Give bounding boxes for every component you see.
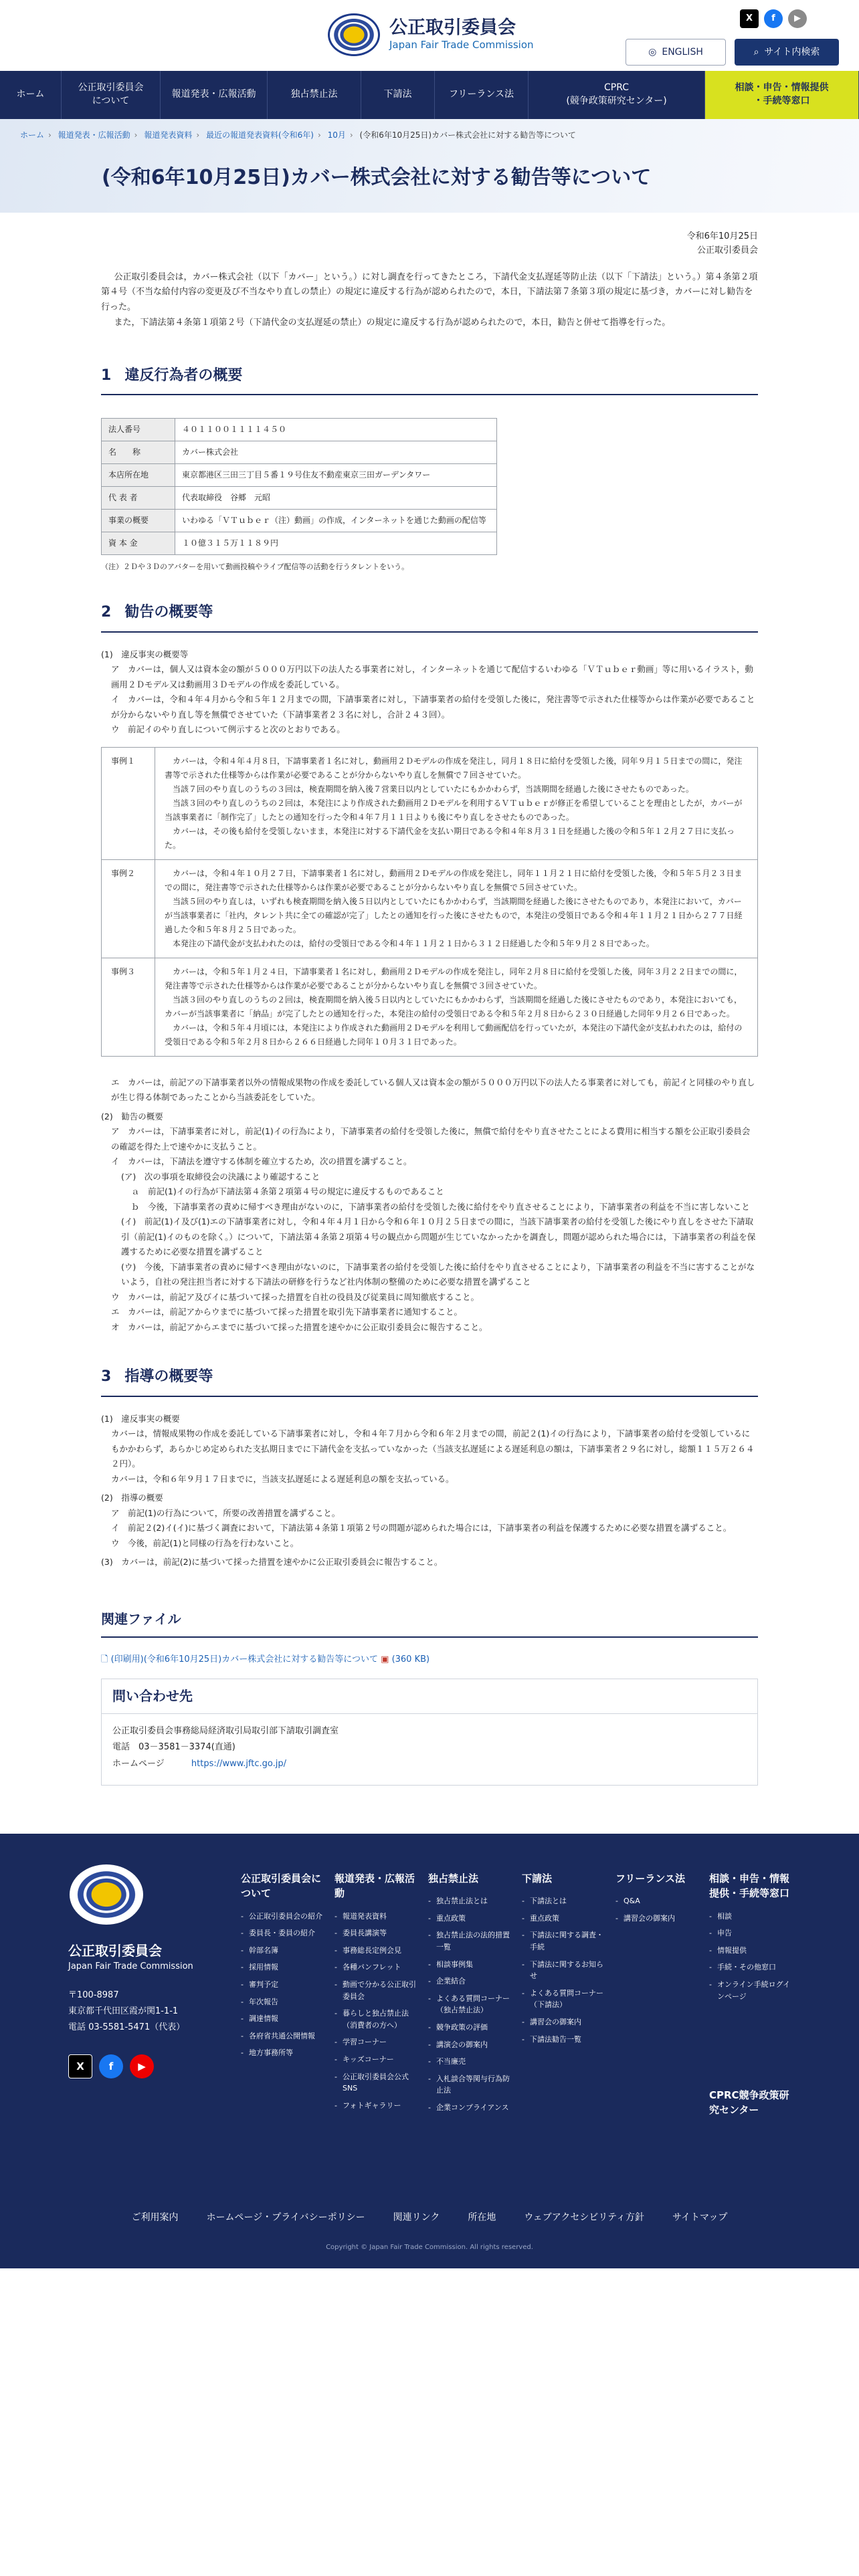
footer-column-title[interactable]: 相談・申告・情報提供・手続等窓口 xyxy=(709,1872,790,1900)
contact-title: 問い合わせ先 xyxy=(102,1679,757,1714)
footer-link[interactable]: - 競争政策の評価 xyxy=(428,2022,515,2034)
copyright: Copyright © Japan Fair Trade Commission. All rights reserved. xyxy=(326,2243,533,2251)
list-line: (イ) 前記(1)イ及び(1)エの下請事業者に対し，令和４年４月１日から令和６年１０月２５日までの間に，当該下請事業者の給付を受領した後にやり直しをさせた下請取引（前記(1)イのものを除く。）について，下請法第４条第２項第４号の観点から問題が生じていなかったかを調査し，問題が認められた場合には，下請事業者の利益を保護するために必要な措置を講ずること xyxy=(121,1216,756,1257)
list-line: カバーは，令和６年９月１７日までに，当該支払遅延による遅延利息の額を支払っている。 xyxy=(111,1473,454,1484)
section-2-facts xyxy=(101,647,758,738)
section-2-heading: 2 勧告の概要等 xyxy=(101,600,758,633)
footer-column-title[interactable]: 報道発表・広報活動 xyxy=(335,1872,415,1900)
footer-link[interactable]: - 下請法とは xyxy=(522,1895,609,1907)
case-paragraph: 本発注の下請代金が支払われたのは，給付の受領日である令和４年１１月２１日から３１２日経過した令和５年９月２８日であった。 xyxy=(173,938,654,948)
global-nav xyxy=(0,71,859,119)
violator-row xyxy=(102,510,497,532)
nav-consultation[interactable]: 相談・申告・情報提供 ・手続等窓口 xyxy=(705,71,859,119)
breadcrumb-item[interactable]: 報道発表・広報活動 xyxy=(58,130,130,140)
footer-link[interactable]: - よくある質問コーナー（下請法） xyxy=(522,1988,609,2011)
contact-box xyxy=(101,1679,758,1786)
breadcrumb-current: (令和6年10月25日)カバー株式会社に対する勧告等について xyxy=(359,130,576,140)
violator-field-value: 代表取締役 谷郷 元昭 xyxy=(175,487,497,510)
footer-column-title[interactable]: フリーランス法 xyxy=(615,1872,685,1885)
footer-link[interactable]: - 各種パンフレット xyxy=(335,1961,421,1973)
list-line: イ 前記２(2)イ(イ)に基づく調査において，下請法第４条第１項第２号の問題が認められた場合には，下請事業者の利益を保護するために必要な措置を講ずること。 xyxy=(111,1523,732,1533)
footer-link[interactable]: - 事務総長定例会見 xyxy=(335,1945,421,1957)
footer-link[interactable]: - 講習会の御案内 xyxy=(615,1913,702,1925)
list-line: エ カバーは，前記アの下請事業者以外の情報成果物の作成を委託している個人又は資本金の額が５０００万円以下の法人たる事業者に対しても，前記イと同様のやり直しが生じ得る体制であったことから当該委託をしていた。 xyxy=(111,1077,755,1103)
footer-address: 〒100-8987 東京都千代田区霞が関1-1-1 電話 03-5581-5471（代表） xyxy=(68,1990,185,2032)
intro-paragraph: また，下請法第４条第１項第２号（下請代金の支払遅延の禁止）の規定に違反する行為が認められたので，本日，勧告と併せて指導を行った。 xyxy=(114,317,671,328)
footer-link[interactable]: ウェブアクセシビリティ方針 xyxy=(524,2212,644,2223)
related-file-label[interactable]: (印刷用)(令和6年10月25日)カバー株式会社に対する勧告等について xyxy=(110,1654,378,1665)
violator-row xyxy=(102,419,497,441)
footer-social-links xyxy=(68,2054,154,2078)
list-line: ｂ 今後，下請事業者の責めに帰すべき理由がないのに，下請事業者の給付を受領した後に給付をやり直させることにより，下請事業者の利益を不当に害しないこと xyxy=(131,1201,750,1212)
footer-column xyxy=(615,1871,702,1930)
footer-link[interactable]: - 委員長・委員の紹介 xyxy=(241,1927,328,1939)
case-paragraph: カバーは，令和４年１０月２７日，下請事業者１名に対し，動画用２Ｄモデルの作成を発注し，同年１１月２１日に給付を受領した後，令和５年５月２３日までの間に，発注書等で示された仕様等からは作業が必要であることが分からないやり直しを無償で５回させていた。 xyxy=(165,868,743,892)
list-line: カバーは，情報成果物の作成を委託している下請事業者に対し，令和４年７月から令和６年２月までの間，前記２(1)イの行為により，下請事業者の給付を受領しているにもかかわらず，あらかじめ定められた支払期日までに下請代金を支払っていなかった（当該支払遅延による遅延利息の額は，下請事業者２９名に対し，総額１１５万２６４２円）。 xyxy=(111,1428,755,1469)
pdf-icon: ▣ xyxy=(381,1654,389,1665)
footer-column-title[interactable]: 公正取引委員会について xyxy=(241,1872,322,1900)
footer-link[interactable]: - 講演会の御案内 xyxy=(428,2039,515,2051)
violator-field-value: １０億３１５万１１８９円 xyxy=(175,532,497,555)
list-line: イ カバーは，下請法を遵守する体制を確立するため，次の措置を講ずること。 xyxy=(111,1156,412,1167)
footer-column xyxy=(522,1871,609,2050)
list-line: ａ 前記(1)イの行為が下請法第４条第２項第４号の規定に違反するものであること xyxy=(131,1186,444,1197)
case-paragraph: カバーは，令和５年４月頃には，本発注により作成された動画用２Ｄモデルを利用して動画配信を行っていたが，本発注の下請代金が支払われたのは，給付の受領日である令和５年２月８日から２６６日経過した同年１０月３１日であった。 xyxy=(165,1023,743,1047)
violator-field-label: 名 称 xyxy=(102,441,175,464)
footer-column-title[interactable]: CPRC競争政策研究センター xyxy=(709,2088,789,2117)
footer-column xyxy=(335,1871,421,2117)
nav-freelance[interactable]: フリーランス法 xyxy=(435,71,529,119)
footer-link[interactable]: - 報道発表資料 xyxy=(335,1911,421,1923)
footer-link[interactable]: ご利用案内 xyxy=(131,2212,179,2223)
breadcrumb: ホーム › 報道発表・広報活動 › 報道発表資料 › 最近の報道発表資料(令和6年) › 10月 › (令和6年10月25日)カバー株式会社に対する勧告等について xyxy=(20,130,576,140)
logo-org-name: 公正取引委員会 xyxy=(389,17,516,39)
youtube-icon[interactable]: ▶ xyxy=(130,2054,154,2078)
footer-link[interactable]: - 採用情報 xyxy=(241,1961,328,1973)
breadcrumb-item[interactable]: ホーム xyxy=(20,130,45,140)
list-line: (ア) 次の事項を取締役会の決議により確認すること xyxy=(121,1171,320,1182)
footer-bottom-links xyxy=(0,2210,859,2226)
footer-link[interactable]: - 相談事例集 xyxy=(428,1959,515,1971)
list-line: エ カバーは，前記アからウまでに基づいて採った措置を取引先下請事業者に通知すること。 xyxy=(111,1307,463,1317)
jftc-emblem-icon xyxy=(328,13,380,56)
footer-link[interactable]: - 不当廉売 xyxy=(428,2056,515,2068)
footer-link[interactable]: - キッズコーナー xyxy=(335,2054,421,2066)
footer-column xyxy=(709,1871,796,2008)
violator-field-label: 代 表 者 xyxy=(102,487,175,510)
list-line: ウ 今後，前記(1)と同様の行為を行わないこと。 xyxy=(111,1537,299,1548)
footer-link[interactable]: - フォトギャラリー xyxy=(335,2100,421,2112)
case-paragraph: 当該５回のやり直しは，いずれも検査期間を納入後５日以内としていたにもかかわらず，当該期間を経過した後にさせたものであり，本発注において，カバーが当該事業者に「社内，タレント共に全ての確認が完了」したとの通知を行った後にさせたもので，本発注の受領日である令和４年１１月２１日から２７７日経過した令和５年８月２５日であった。 xyxy=(165,896,743,934)
list-line: ウ 前記イのやり直しについて例示すると次のとおりである。 xyxy=(111,724,345,735)
english-button[interactable]: ◎ ENGLISH xyxy=(626,39,726,66)
footer-link[interactable]: - 地方事務所等 xyxy=(241,2047,328,2059)
footer-org-name: 公正取引委員会 xyxy=(68,1942,162,1959)
list-line: イ カバーは，令和４年４月から令和５年１２月までの間，下請事業者に対し，下請事業者の給付を受領した後に，発注書等で示された仕様等からは作業が必要であることが分からないやり直し等を無償でさせていた（下請事業者２３名に対し，合計２４３回）。 xyxy=(111,694,755,720)
section-1-heading: 1 違反行為者の概要 xyxy=(101,363,758,396)
main-content xyxy=(101,213,758,1786)
related-file-link[interactable] xyxy=(101,1652,758,1668)
case-paragraph: 当該３回のやり直しのうちの２回は，検査期間を納入後５日以内としていたにもかかわらず，当該期間を経過した後にさせたものであり，本発注においても，カバーが当該事業者に「納品」が完了したとの通知を行った，本発注の給付の受領日である令和５年２月８日から２３０日経過した同年９月２６日であった。 xyxy=(165,994,743,1018)
case-row xyxy=(102,859,758,958)
header-social-links xyxy=(740,9,807,28)
footer-link[interactable]: サイトマップ xyxy=(672,2212,728,2223)
list-line: ア カバーは，個人又は資本金の額が５０００万円以下の法人たる事業者に対し，インターネットを通じて配信するいわゆる「ＶＴｕｂｅｒ動画」等に用いるイラスト，動画用２Ｄモデル又は動画用３Ｄモデルの作成を委託している。 xyxy=(111,664,753,689)
footer-link[interactable]: - 講習会の御案内 xyxy=(522,2016,609,2028)
list-line: (2) 指導の概要 xyxy=(101,1493,163,1503)
footer-link[interactable]: - 相談 xyxy=(709,1911,796,1923)
related-files-heading: 関連ファイル xyxy=(101,1608,758,1638)
footer-link[interactable]: - 下請法に関するお知らせ xyxy=(522,1959,609,1982)
nav-press[interactable]: 報道発表・広報活動 xyxy=(161,71,268,119)
footer-column xyxy=(241,1871,328,2064)
footer-link[interactable]: - 学習コーナー xyxy=(335,2036,421,2048)
violator-row xyxy=(102,441,497,464)
list-line: (1) 違反事実の概要 xyxy=(101,1413,180,1424)
footer-link[interactable]: - 幹部名簿 xyxy=(241,1945,328,1957)
breadcrumb-item[interactable]: 10月 xyxy=(327,130,346,140)
violator-row xyxy=(102,464,497,487)
footer-link[interactable]: - 手続・その他窓口 xyxy=(709,1961,796,1973)
site-header xyxy=(0,0,859,71)
violator-field-value: いわゆる「ＶＴｕｂｅｒ（注）動画」の作成，インターネットを通じた動画の配信等 xyxy=(175,510,497,532)
footer-link[interactable]: - オンライン手続ログインページ xyxy=(709,1979,796,2002)
list-line: オ カバーは，前記アからエまでに基づいて採った措置を速やかに公正取引委員会に報告すること。 xyxy=(111,1321,488,1332)
footer-link[interactable]: - よくある質問コーナー（独占禁止法） xyxy=(428,1993,515,2016)
list-line: (2) 勧告の概要 xyxy=(101,1111,163,1121)
footer-link[interactable]: 所在地 xyxy=(468,2212,496,2223)
list-line: ア 前記(1)の行為について，所要の改善措置を講ずること。 xyxy=(111,1507,341,1518)
footer-link[interactable]: - 重点政策 xyxy=(428,1913,515,1925)
nav-antimonopoly[interactable]: 独占禁止法 xyxy=(268,71,361,119)
site-logo[interactable] xyxy=(328,13,534,56)
footer-link[interactable]: - 下請法に関する調査・手続 xyxy=(522,1929,609,1953)
related-file-size: (360 KB) xyxy=(391,1654,430,1665)
list-line: (3) カバーは，前記(2)に基づいて採った措置を速やかに公正取引委員会に報告すること。 xyxy=(101,1557,443,1568)
case-description xyxy=(155,958,758,1056)
footer-link[interactable]: - 企業結合 xyxy=(428,1975,515,1988)
contact-homepage-link[interactable]: https://www.jftc.go.jp/ xyxy=(191,1758,287,1769)
section-3-guidance xyxy=(101,1412,758,1570)
footer-link[interactable]: - 重点政策 xyxy=(522,1913,609,1925)
violator-field-label: 事業の概要 xyxy=(102,510,175,532)
footer-column-title[interactable]: 独占禁止法 xyxy=(428,1872,479,1885)
footer-column xyxy=(709,2088,796,2127)
list-line: ウ カバーは，前記ア及びイに基づいて採った措置を自社の役員及び従業員に周知徹底すること。 xyxy=(111,1291,480,1302)
site-search-button[interactable]: ⌕ サイト内検索 xyxy=(735,39,839,66)
case-label: 事例１ xyxy=(102,747,155,859)
case-paragraph: 当該３回のやり直しのうちの２回は，本発注により作成された動画用２Ｄモデルを利用するＶＴｕｂｅｒが修正を希望していることを理由としたが，カバーが当該事業者に「制作完了」したとの通知を行った令和４年７月１１日よりも後にやり直しをさせたものであった。 xyxy=(165,798,743,822)
contact-dept: 公正取引委員会事務総局経済取引局取引部下請取引調査室 xyxy=(112,1725,339,1736)
case-label: 事例３ xyxy=(102,958,155,1056)
facebook-icon[interactable]: f xyxy=(764,9,783,28)
footer-link[interactable]: - 公正取引委員会の紹介 xyxy=(241,1911,328,1923)
violator-row xyxy=(102,487,497,510)
violator-row xyxy=(102,532,497,555)
x-icon[interactable]: X xyxy=(740,9,759,28)
intro-paragraph: 公正取引委員会は，カバー株式会社（以下「カバー」という。）に対し調査を行ってきたところ，下請代金支払遅延等防止法（以下「下請法」という。）第４条第２項第４号（不当な給付内容の変更及び不当なやり直しの禁止）の規定に違反する行為が認められたので，本日，下請法第７条第３項の規定に基づき，カバーに対し勧告を行った。 xyxy=(101,272,758,313)
footer-column-title[interactable]: 下請法 xyxy=(522,1872,553,1885)
list-line: ア カバーは，下請事業者に対し，前記(1)イの行為により，下請事業者の給付を受領した後に，無償で給付をやり直させたことによる費用に相当する額を公正取引委員会の確認を得た上で速やかに支払うこと。 xyxy=(111,1126,751,1152)
violator-field-label: 資 本 金 xyxy=(102,532,175,555)
footer-link[interactable]: - 入札談合等関与行為防止法 xyxy=(428,2073,515,2097)
footer-link[interactable]: - 情報提供 xyxy=(709,1945,796,1957)
footer-link[interactable]: - 年次報告 xyxy=(241,1996,328,2008)
facebook-icon[interactable]: f xyxy=(99,2054,123,2078)
footer-link[interactable]: - 下請法勧告一覧 xyxy=(522,2034,609,2046)
violator-field-label: 本店所在地 xyxy=(102,464,175,487)
contact-phone: 電話 03－3581－3374(直通) xyxy=(112,1742,235,1753)
nav-subcontract[interactable]: 下請法 xyxy=(361,71,435,119)
violator-field-label: 法人番号 xyxy=(102,419,175,441)
footer-link[interactable]: - 独占禁止法の法的措置一覧 xyxy=(428,1929,515,1953)
violator-field-value: カバー株式会社 xyxy=(175,441,497,464)
footer-link[interactable]: - 申告 xyxy=(709,1927,796,1939)
violator-table xyxy=(101,418,497,555)
footer-link[interactable]: - 独占禁止法とは xyxy=(428,1895,515,1907)
jftc-emblem-icon[interactable] xyxy=(70,1864,143,1925)
case-description xyxy=(155,859,758,958)
footer-link[interactable]: - 動画で分かる公正取引委員会 xyxy=(335,1979,421,2002)
footer-column xyxy=(428,1871,515,2119)
footer-link[interactable]: - 企業コンプライアンス xyxy=(428,2102,515,2114)
case-paragraph: 当該７回のやり直しのうちの３回は，検査期間を納入後７営業日以内としていたにもかかわらず，当該期間を経過した後にさせたものであった。 xyxy=(173,784,694,794)
case-paragraph: カバーは，その後も給付を受領しないまま，本発注に対する下請代金を支払い期日である令和４年８月３１日を経過した後の令和５年１２月２７日に支払った。 xyxy=(165,826,735,850)
footer-link[interactable]: - Q&A xyxy=(615,1895,702,1907)
case-paragraph: カバーは，令和４年４月８日，下請事業者１名に対し，動画用２Ｄモデルの作成を発注し，同月１８日に給付を受領した後，同年９月１５日までの間に，発注書等で示された仕様等からは作業が必要であることが分からないやり直しを無償で７回させていた。 xyxy=(165,756,743,780)
page-title: (令和6年10月25日)カバー株式会社に対する勧告等について xyxy=(102,166,652,189)
footer-link[interactable]: - 審判予定 xyxy=(241,1979,328,1991)
section-2-recommendation xyxy=(101,1075,758,1335)
nav-about[interactable]: 公正取引委員会 について xyxy=(62,71,161,119)
case-row xyxy=(102,747,758,859)
footer-link[interactable]: - 暮らしと独占禁止法（消費者の方へ） xyxy=(335,2008,421,2031)
footer-link[interactable]: - 各府省共通公開情報 xyxy=(241,2030,328,2042)
search-icon: ⌕ xyxy=(753,46,759,58)
violator-field-value: ４０１１００１１１１４５０ xyxy=(175,419,497,441)
case-table xyxy=(101,747,758,1057)
nav-cprc[interactable]: CPRC (競争政策研究センター) xyxy=(529,71,705,119)
x-icon[interactable]: X xyxy=(68,2054,92,2078)
contact-homepage: ホームページ https://www.jftc.go.jp/ xyxy=(112,1758,287,1769)
release-date-block xyxy=(101,230,758,258)
violator-field-value: 東京都港区三田三丁目５番１９号住友不動産東京三田ガーデンタワー xyxy=(175,464,497,487)
case-paragraph: カバーは，令和５年１月２４日，下請事業者１名に対し，動画用２Ｄモデルの作成を発注し，同年２月８日に給付を受領した後，同年３月２２日までの間に，発注書等で示された仕様等からは作業が必要であることが分からないやり直しを無償で３回させていた。 xyxy=(165,966,743,990)
footer-org-name-en: Japan Fair Trade Commission xyxy=(68,1961,193,1971)
footer-link[interactable]: ホームページ・プライバシーポリシー xyxy=(206,2212,365,2223)
nav-home[interactable]: ホーム xyxy=(0,71,62,119)
breadcrumb-item[interactable]: 最近の報道発表資料(令和6年) xyxy=(205,130,314,140)
site-footer xyxy=(0,1834,859,2268)
list-line: (ウ) 今後，下請事業者の責めに帰すべき理由がないのに，下請事業者の給付を受領した後に給付をやり直させることにより，下請事業者の利益を不当に害することがないよう，自社の発注担当者に対する下請法の研修を行うなど社内体制の整備のために必要な措置を講ずること xyxy=(121,1261,755,1287)
section-1-note: （注）２Ｄや３Ｄのアバターを用いて動画投稿やライブ配信等の活動を行うタレントをいう。 xyxy=(101,562,409,572)
section-3-heading: 3 指導の概要等 xyxy=(101,1364,758,1397)
case-description xyxy=(155,747,758,859)
footer-link[interactable]: 関連リンク xyxy=(393,2212,440,2223)
footer-link[interactable]: - 公正取引委員会公式SNS xyxy=(335,2071,421,2095)
youtube-icon[interactable]: ▶ xyxy=(788,9,807,28)
footer-link[interactable]: - 委員長講演等 xyxy=(335,1927,421,1939)
page-hero xyxy=(0,119,859,213)
release-issuer: 公正取引委員会 xyxy=(696,245,758,255)
case-label: 事例２ xyxy=(102,859,155,958)
case-row xyxy=(102,958,758,1056)
document-icon: 🗋 xyxy=(101,1654,108,1665)
globe-icon: ◎ xyxy=(648,46,657,58)
release-date: 令和6年10月25日 xyxy=(686,231,758,241)
breadcrumb-item[interactable]: 報道発表資料 xyxy=(144,130,193,140)
logo-org-name-en: Japan Fair Trade Commission xyxy=(389,39,534,51)
list-line: (1) 違反事実の概要等 xyxy=(101,649,189,659)
footer-link[interactable]: - 調達情報 xyxy=(241,2013,328,2025)
